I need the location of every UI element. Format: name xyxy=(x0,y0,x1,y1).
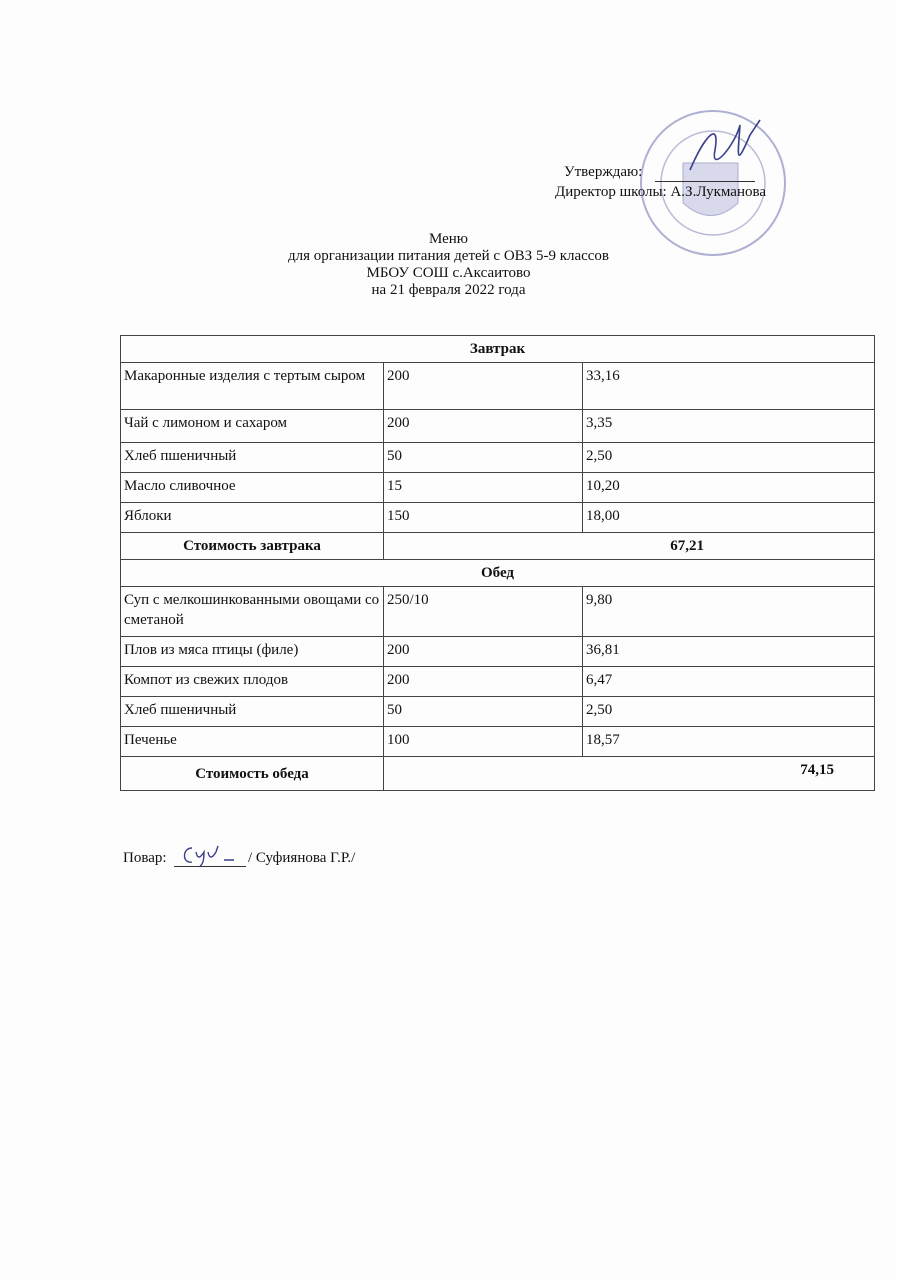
breakfast-total-row: Стоимость завтрака 67,21 xyxy=(121,533,875,560)
table-row: Чай с лимоном и сахаром 200 3,35 xyxy=(121,410,875,443)
menu-table xyxy=(120,335,875,791)
table-row: Хлеб пшеничный 50 2,50 xyxy=(121,443,875,473)
director-signature xyxy=(680,115,770,185)
breakfast-heading: Завтрак xyxy=(121,336,875,363)
signature-line xyxy=(655,181,755,182)
title-school: МБОУ СОШ с.Аксаитово xyxy=(366,265,531,281)
table-row: Печенье 100 18,57 xyxy=(121,727,875,757)
table-row: Компот из свежих плодов 200 6,47 xyxy=(121,667,875,697)
lunch-heading: Обед xyxy=(121,560,875,587)
approve-label: Утверждаю: xyxy=(564,164,643,180)
table-row: Яблоки 150 18,00 xyxy=(121,503,875,533)
title-date: на 21 февраля 2022 года xyxy=(371,282,526,298)
cook-name: / Суфиянова Г.Р./ xyxy=(248,850,356,866)
table-row: Макаронные изделия с тертым сыром 200 33,16 xyxy=(121,363,875,410)
table-row: Хлеб пшеничный 50 2,50 xyxy=(121,697,875,727)
cook-label: Повар: xyxy=(123,850,167,866)
table-row: Масло сливочное 15 10,20 xyxy=(121,473,875,503)
cook-signature xyxy=(180,842,240,868)
table-row: Суп с мелкошинкованными овощами со сметаной 250/10 9,80 xyxy=(121,587,875,637)
title-menu: Меню xyxy=(428,231,469,247)
table-row: Плов из мяса птицы (филе) 200 36,81 xyxy=(121,637,875,667)
lunch-total-row: Стоимость обеда 74,15 xyxy=(121,757,875,791)
title-purpose: для организации питания детей с ОВЗ 5-9 классов xyxy=(287,248,610,264)
director-line: Директор школы: А.З.Лукманова xyxy=(555,184,767,200)
